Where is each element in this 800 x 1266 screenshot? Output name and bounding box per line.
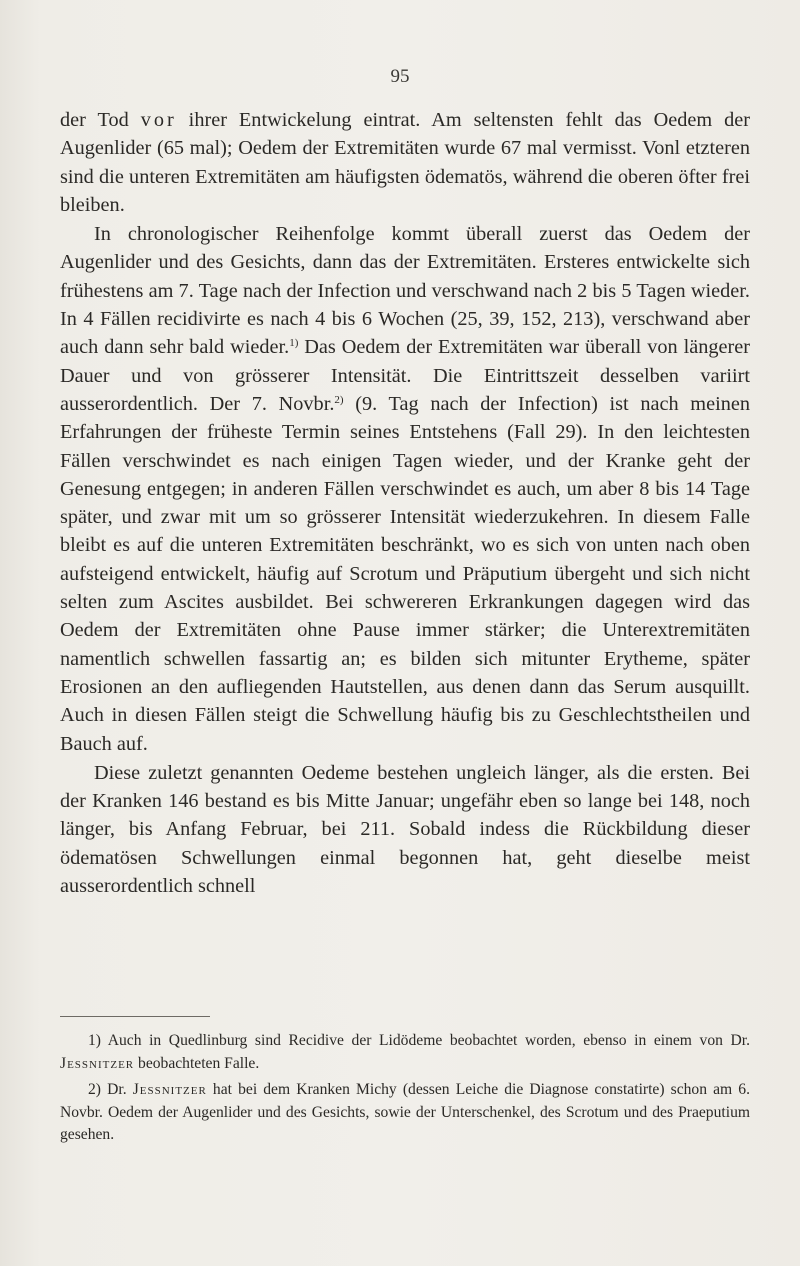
page-number: 95: [390, 66, 410, 87]
text-segment: 1) Auch in Quedlinburg sind Recidive der Lidödeme beobachtet worden, ebenso in einem von Dr.: [88, 1032, 750, 1049]
footnote-marker: 1): [289, 337, 299, 350]
text-segment: (9. Tag nach der Infection) ist nach meinen Erfahrungen der früheste Termin seines Entstehens (Fall 29). In den leichtesten Fällen verschwindet es nach einigen Tagen wieder, und der Kranke geht der Genesung entgegen; in anderen Fällen verschwindet es auch, um aber 8 bis 14 Tage später, und zwar mit um so grösserer Intensität wiederzukehren. In diesem Falle bleibt es auf die unteren Extremitäten beschränkt, wo es sich von unten nach oben aufsteigend entwickelt, häufig auf Scrotum und Präputium übergeht und sich nicht selten zum Ascites ausbildet. Bei schwereren Erkrankungen dagegen wird das Oedem der Extremitäten ohne Pause immer stärker; die Unterextremitäten namentlich schwellen fassartig an; es bilden sich mitunter Erytheme, später Erosionen an den aufliegenden Hautstellen, aus denen dann das Serum ausquillt. Auch in diesen Fällen steigt die Schwellung häufig bis zu Geschlechtstheilen und Bauch auf.: [60, 392, 750, 755]
text-segment: ihrer Entwickelung eintrat. Am seltensten fehlt das Oedem der Augenlider (65 mal); Oedem der Extremitäten wurde 67 mal vermisst. Vonl etzteren sind die unteren Extremitäten am häufigsten ödematös, während die oberen öfter frei bleiben.: [60, 109, 750, 216]
footnote-2: [60, 1079, 750, 1147]
body-text: [60, 106, 750, 900]
text-segment: beobachteten Falle.: [134, 1054, 260, 1072]
paragraph-2: [60, 220, 750, 758]
text-segment: 2) Dr.: [88, 1081, 133, 1099]
footnote-marker: 2): [334, 393, 344, 406]
footnote-1: [60, 1030, 750, 1075]
text-segment: Das Oedem der Extremitäten war überall von längerer Dauer und von grösserer Intensität. Die Eintrittszeit desselben variirt ausserordentlich. Der 7. Novbr.: [60, 336, 750, 415]
footnotes: [60, 1030, 750, 1151]
text-segment: hat bei dem Kranken Michy (dessen Leiche die Diagnose constatirte) schon am 6. Novbr. Oedem der Augenlider und des Gesichts, sowie der Unterschenkel, des Scrotum und des Praeputium gesehen.: [60, 1081, 750, 1144]
text-segment: In chronologischer Reihenfolge kommt überall zuerst das Oedem der Augenlider und des Gesichts, dann das der Extremitäten. Ersteres entwickelte sich frühestens am 7. Tage nach der Infection und verschwand nach 2 bis 5 Tagen wieder. In 4 Fällen recidivirte es nach 4 bis 6 Wochen (25, 39, 152, 213), verschwand aber auch dann sehr bald wieder.: [60, 223, 750, 359]
author-name: Jessnitzer: [132, 1081, 207, 1099]
text-segment: der Tod: [60, 109, 141, 131]
author-name: Jessnitzer: [60, 1054, 135, 1072]
paragraph-1: [60, 106, 750, 219]
emphasis-spaced: vor: [140, 109, 177, 131]
paragraph-3: [60, 759, 750, 900]
footnote-divider: [60, 1016, 210, 1017]
text-segment: Diese zuletzt genannten Oedeme bestehen ungleich länger, als die ersten. Bei der Kranken 146 bestand es bis Mitte Januar; ungefähr eben so lange bei 148, noch länger, bis Anfang Februar, bei 211. Sobald indess die Rückbildung dieser ödematösen Schwellungen einmal begonnen hat, geht dieselbe meist ausserordentlich schnell: [60, 761, 750, 898]
